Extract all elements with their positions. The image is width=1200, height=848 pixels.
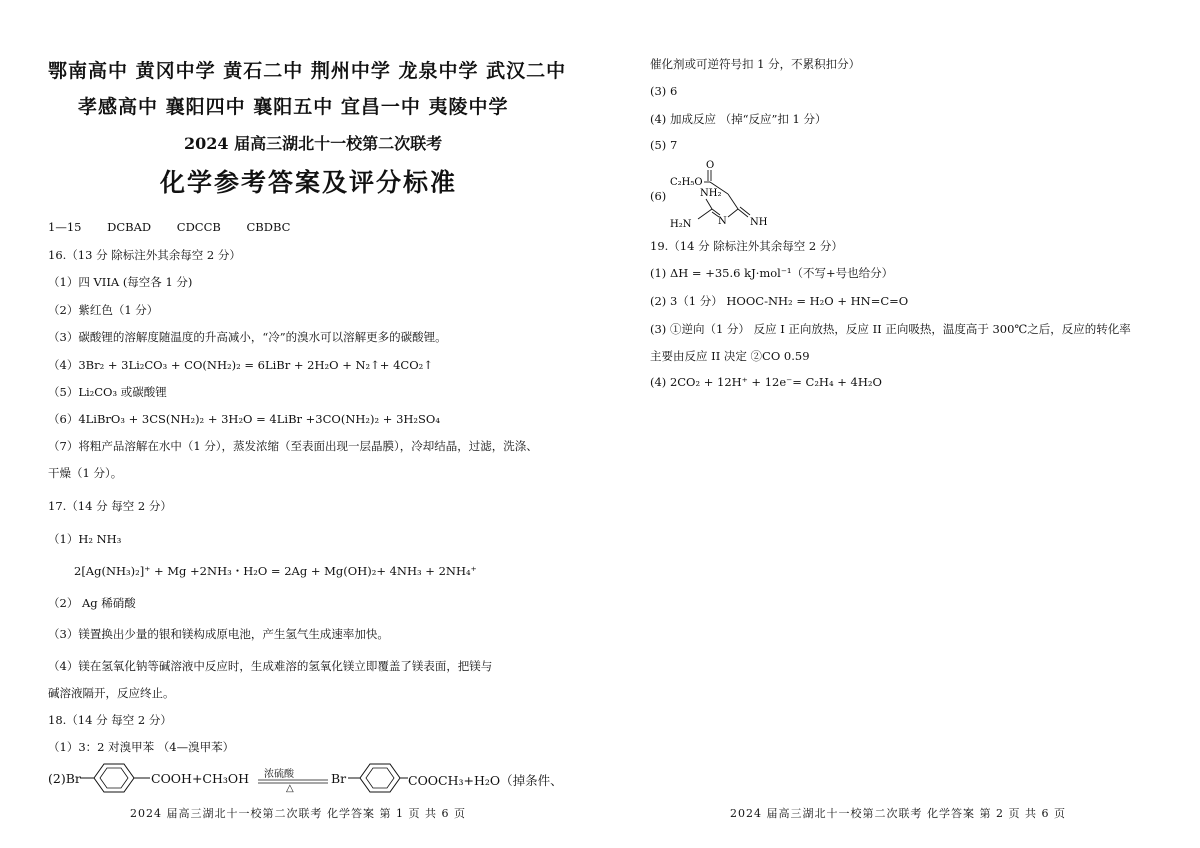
q17-answer-1b: 2[Ag(NH₃)₂]⁺ + Mg +2NH₃・H₂O = 2Ag + Mg(OH)₂+ 4NH₃ + 2NH₄⁺ [74,564,477,578]
mc-group-1: DCBAD [107,220,152,234]
q17-answer-2: （2） Ag 稀硝酸 [48,596,136,610]
page-footer-2: 2024 届高三湖北十一校第二次联考 化学答案 第 2 页 共 6 页 [730,807,1066,820]
q18-answer-6-label: (6) [650,189,667,203]
q16-answer-5: （5）Li₂CO₃ 或碳酸锂 [48,385,167,399]
benzene-ring-reactant [80,760,150,796]
mc-group-3: CBDBC [246,220,291,234]
q18-title: 18.（14 分 每空 2 分） [48,713,172,727]
q19-answer-3b: 主要由反应 II 决定 ②CO 0.59 [650,349,810,363]
struct-ester-group: C₂H₅O [670,177,703,188]
struct-imine: NH [750,217,768,228]
mc-label: 1—15 [48,220,82,234]
q17-answer-4a: （4）镁在氢氧化钠等碱溶液中反应时，生成难溶的氢氧化镁立即覆盖了镁表面，把镁与 [48,659,493,673]
q18-reactant-formula: COOH+CH₃OH [151,771,250,786]
q19-title: 19.（14 分 除标注外其余每空 2 分） [650,239,843,253]
page-footer-1: 2024 届高三湖北十一校第二次联考 化学答案 第 1 页 共 6 页 [130,807,466,820]
q16-answer-2: （2）紫红色（1 分） [48,303,159,317]
struct-amino-top: NH₂ [700,188,722,199]
q19-answer-2: (2) 3（1 分） HOOC-NH₂ = H₂O + HN=C=O [650,294,909,308]
q17-title: 17.（14 分 每空 2 分） [48,499,172,513]
q16-answer-6: （6）4LiBrO₃ + 3CS(NH₂)₂ + 3H₂O = 4LiBr +3CO(NH₂)₂ + 3H₂SO₄ [48,412,440,426]
q18-answer-5: (5) 7 [650,138,678,152]
q16-answer-4: （4）3Br₂ + 3Li₂CO₃ + CO(NH₂)₂ = 6LiBr + 2H₂O + N₂↑+ 4CO₂↑ [48,358,433,372]
q17-answer-4b: 碱溶液隔开，反应终止。 [48,686,175,700]
struct-amino-left: H₂N [670,219,692,230]
q18-continued: 催化剂或可逆符号扣 1 分，不累积扣分） [650,57,861,71]
school-list-line-1: 鄂南高中 黄冈中学 黄石二中 荆州中学 龙泉中学 武汉二中 [48,60,567,82]
reaction-condition: 浓硫酸 [264,769,294,780]
exam-title: 2024 届高三湖北十一校第二次联考 [184,134,443,153]
struct-ring-nitrogen: N [718,216,727,227]
q18-answer-4: (4) 加成反应 （掉“反应”扣 1 分） [650,112,827,126]
q17-answer-3: （3）镁置换出少量的银和镁构成原电池，产生氢气生成速率加快。 [48,627,389,641]
document-title: 化学参考答案及评分标准 [160,168,458,197]
q19-answer-3a: (3) ①逆向（1 分） 反应 I 正向放热，反应 II 正向吸热，温度高于 300℃之后，反应的转化率 [650,322,1131,336]
structural-formula [668,155,778,233]
mc-group-2: CDCCB [176,220,221,234]
q16-answer-7a: （7）将粗产品溶解在水中（1 分），蒸发浓缩（至表面出现一层晶膜），冷却结晶，过滤，洗涤、 [48,439,538,453]
q16-answer-1: （1）四 VIIA (每空各 1 分) [48,275,193,289]
mc-answers [48,220,290,234]
q18-product-formula: COOCH₃+H₂O（掉条件、 [408,773,563,788]
school-list-line-2: 孝感高中 襄阳四中 襄阳五中 宜昌一中 夷陵中学 [78,96,509,118]
struct-oxygen: O [706,160,715,171]
q19-answer-1: (1) ΔH = +35.6 kJ·mol⁻¹（不写+号也给分） [650,266,894,280]
q18-answer-1: （1）3：2 对溴甲苯 （4—溴甲苯） [48,740,235,754]
q16-answer-3: （3）碳酸锂的溶解度随温度的升高减小，“冷”的溴水可以溶解更多的碳酸锂。 [48,330,447,344]
q18-product-prefix: Br [331,771,347,786]
q17-answer-1a: （1）H₂ NH₃ [48,532,122,546]
q16-answer-7b: 干燥（1 分）。 [48,466,123,480]
q18-reactant-prefix: (2)Br [48,771,81,786]
heat-symbol: △ [286,783,294,794]
q19-answer-4: (4) 2CO₂ + 12H⁺ + 12e⁻= C₂H₄ + 4H₂O [650,375,882,389]
q18-answer-3: (3) 6 [650,84,678,98]
q16-title: 16.（13 分 除标注外其余每空 2 分） [48,248,241,262]
